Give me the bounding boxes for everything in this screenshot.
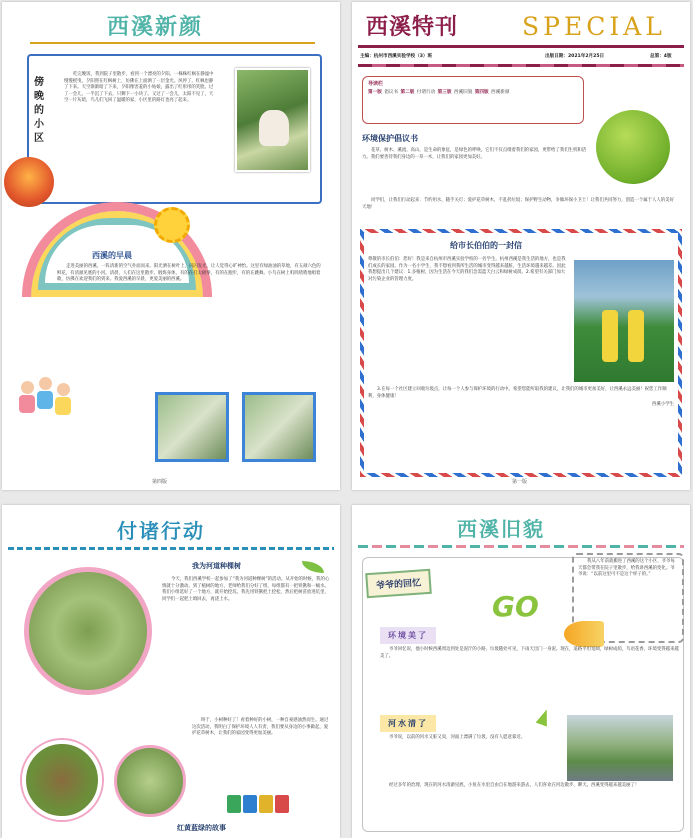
guide-num: 第一版 (368, 90, 382, 95)
guide-num: 第四版 (474, 90, 489, 95)
reading-girl-photo (235, 68, 310, 172)
water-text-2: 经过多年的治理，现在的河水清澈见底，小鱼在水里自由自在地游来游去，人们喜欢在河边散步、聊天。西溪变得越来越美丽了！ (389, 783, 640, 788)
river-photo (567, 715, 673, 781)
letter-paragraph: 3.在每一个社区建立回收垃圾点，让每一个人参与保护环境的行动中。希望您能听取我的建议，让我们的城市更加美好，让西溪永远美丽！祝您工作顺利，身体健康！ (368, 387, 667, 399)
letter-title: 给市长伯伯的一封信 (450, 241, 522, 250)
two-boys-photo (574, 260, 674, 382)
title-bar (8, 547, 334, 550)
children-illustration (17, 377, 77, 432)
kid-head (57, 383, 70, 396)
environment-text: 爷爷回忆说，他小时候西溪周边到处是泥泞的小路，垃圾随处可见，下雨天出门一身泥。现在，道路平坦宽阔，绿树成荫，鸟语花香，环境变得越来越美了。 (380, 647, 679, 659)
guide-name: 西溪新颜 (491, 90, 510, 95)
guide-items (368, 89, 578, 95)
proposal-text-2: 同学们，让我们行动起来：节约用水，随手关灯；爱护花草树木，不乱扔垃圾；保护野生动物，争做环保小卫士！让我们共同努力，创造一个属于人人的美好天地！ (362, 198, 674, 210)
guide-name: 倡议书 (384, 90, 399, 95)
page-old-xixi (352, 505, 690, 838)
bin-red (275, 795, 289, 813)
guide-name: 付诸行动 (416, 90, 436, 95)
girl-figure (259, 110, 289, 146)
page-title: 西溪新颜 (107, 15, 204, 40)
child-photo-2 (242, 392, 316, 462)
page-title: 西溪旧貌 (457, 517, 545, 541)
kid-body (37, 391, 53, 409)
water-text: 爷爷说，以前的河水又脏又臭，河面上漂满了垃圾，没有人愿意靠近。 (389, 735, 526, 740)
page-xixi-new-look (2, 2, 340, 490)
section-title: 环境美了 (380, 627, 436, 644)
editor-line: 主编：杭州市西溪实验学校（3）班 (360, 54, 433, 59)
letter-text-2 (368, 387, 674, 409)
guide-num: 第三版 (437, 90, 452, 95)
title-bar (358, 545, 684, 548)
masthead-english: SPECIAL (522, 12, 666, 41)
sunset-graphic (4, 157, 54, 207)
section-title: 西溪的早晨 (92, 251, 132, 260)
recycle-bins-graphic (227, 787, 287, 813)
section-title: 河水清了 (380, 715, 436, 732)
letter-text: 尊敬的市长伯伯：您好！我是来自杭州市西溪实验学校的一名学生。杭州西溪是我生活的地方，也是我们成长的家园。作为一名小学生，我不想看到我所生活的城市变得越来越脏，生活环境越来越差。因此我想提出几个建议：1.多植树，因为生活在今天的我们急需蓝天白云和绿树成荫。2.希望有关部门加大对污染企业的管理力度。 (368, 257, 566, 282)
issue-line: 总第：4版 (650, 54, 672, 59)
decor-bar (358, 64, 684, 67)
grandpa-title: 爷爷的回忆 (365, 569, 432, 598)
guide-box (362, 76, 584, 124)
evening-article: 吃完晚饭，我到院子里散步，看到一个漂亮的夕阳。一株株红枫在静谧中慢慢摇曳，夕阳照在红枫树上，仿佛在上面洒了一层金光。风停了，红枫也静了下来。天空渐渐暗了下来，夕阳像害羞的小姑娘，露出了红彤彤的笑脸。过了一会儿，一半沉了下去，只剩下一小块了。又过了一会儿，太阳不见了，天空一片灰暗，鸟儿们飞回了温暖的家，小区里的路灯也亮了起来。 (64, 72, 214, 104)
page-title: 付诸行动 (117, 519, 205, 543)
page-take-action (2, 505, 340, 838)
masthead-bar (358, 45, 684, 48)
leaf-icon (302, 561, 324, 573)
masthead-chinese: 西溪特刊 (366, 15, 459, 40)
page-footer: 第四版 (152, 479, 168, 485)
go-graphic: GO (492, 590, 539, 623)
kid-head (21, 381, 34, 394)
title-underline (30, 42, 315, 44)
intro-box: 我从八年前就搬进了西溪的这个小区，爷爷每天都会带我在院子里散步，给我讲西溪的变化。爷爷说：“以前这里可不是这个样子的。” (572, 553, 684, 643)
section-title: 环境保护倡议书 (362, 134, 418, 143)
page-special-cover (352, 2, 690, 490)
tree-planting-photo (24, 567, 152, 695)
sun-icon (154, 207, 190, 243)
kid-head (39, 377, 52, 390)
tree-article-2: 终于，小树种好了！看着种好的小树，一种自豪感油然而生。通过这次活动，我明白了保护环境人人有责，我们要从身边的小事做起，爱护花草树木，让我们的家园变得更加美丽。 (192, 718, 329, 737)
guide-heading: 导读栏 (368, 81, 384, 87)
boy-figure (628, 310, 644, 362)
vertical-label: 傍晚的小区 (34, 77, 44, 144)
planting-photo-2 (22, 740, 102, 820)
bin-blue (243, 795, 257, 813)
child-photo-1 (155, 392, 229, 462)
planting-photo-3 (114, 745, 186, 817)
boy-figure (602, 310, 618, 362)
tree-article: 今天，我们西溪学校一起参加了“我为河道种棵树”的活动。从开始的时候，我的心情就十分激动。到了植树的地方，老师给我们分好了组，每组都有一把铁锹和一桶水。我们小组选好了一个地方，就开始挖坑。我先用铁锹把土挖松，然后把树苗放进坑里，同学们一起把土填回去，再浇上水。 (162, 577, 330, 602)
kid-body (55, 397, 71, 415)
letter-signature: 西溪小学生 (652, 402, 674, 408)
guide-name: 西溪旧貌 (453, 90, 473, 95)
proposal-text: 花草、树木、溪流、高山，是生命的象征，是绿色的呼唤。它们不仅点缀着我们的家园，更带给了我们生机和活力。我们要善待我们身边的一草一木，让我们的家园更加美好。 (362, 148, 587, 160)
tennis-ball-graphic (596, 110, 670, 184)
bin-green (227, 795, 241, 813)
morning-article: 走进美丽的西溪，一阵清新的空气扑面而来。阳光洒在树叶上，闪闪发光，让人觉得心旷神怡。这里有绿油油的草地，有五颜六色的鲜花，有清澈见底的小河。清晨，人们在这里散步、锻炼身体，有的在打太极拳，有的在跑步，有的在跳舞。小鸟在树上叽叽喳喳地唱着歌，仿佛在欢迎我们的到来。我爱西溪的早晨，更爱美丽的西溪。 (57, 264, 321, 283)
section-title: 我为河道种棵树 (192, 562, 241, 570)
page-footer: 第一版 (512, 479, 528, 485)
bin-yellow (259, 795, 273, 813)
kid-body (19, 395, 35, 413)
section-title: 红黄蓝绿的故事 (177, 824, 226, 832)
guide-num: 第二版 (400, 90, 415, 95)
date-line: 出版日期：2021年2月25日 (545, 54, 605, 59)
issue-meta (360, 52, 684, 61)
trumpet-icon (564, 621, 604, 647)
